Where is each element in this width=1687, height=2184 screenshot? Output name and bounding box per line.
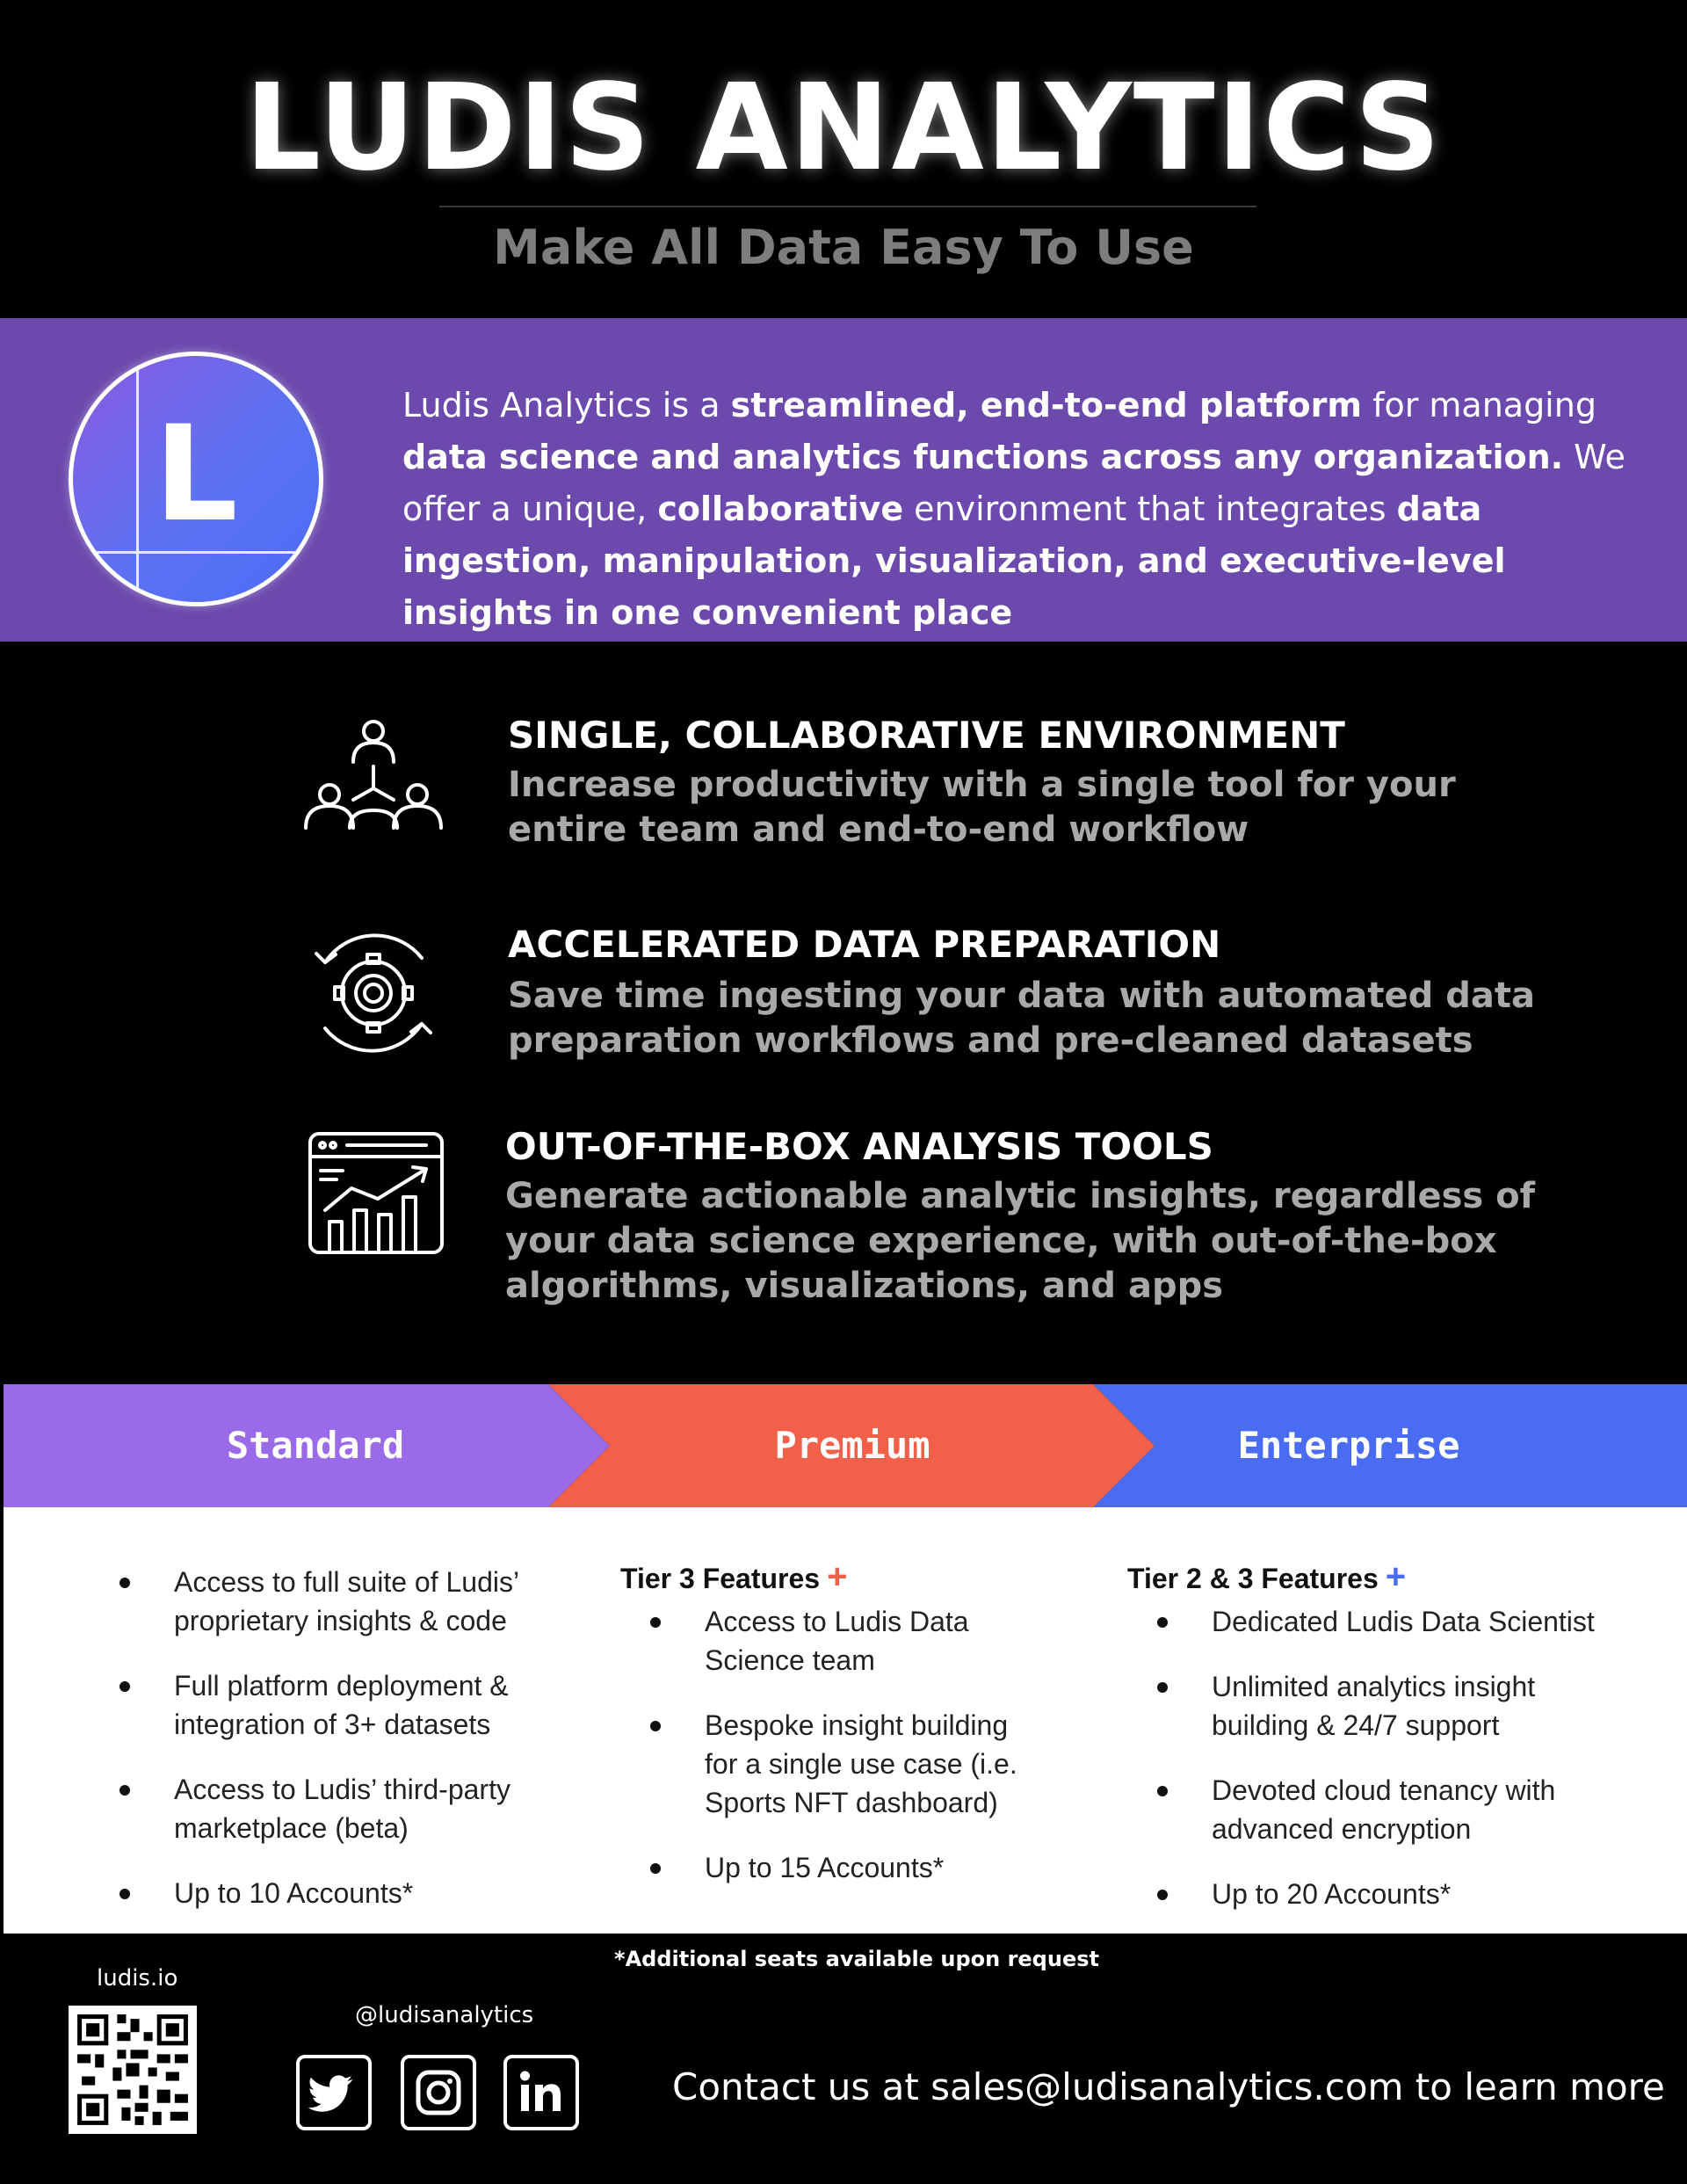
plus-icon: + — [827, 1557, 848, 1596]
plus-icon: + — [1385, 1557, 1407, 1596]
tier-label-enterprise: Enterprise — [1237, 1424, 1460, 1467]
list-item: Full platform deployment & integration of 3+ datasets — [174, 1666, 596, 1744]
list-item: Up to 15 Accounts* — [705, 1848, 1112, 1887]
premium-column — [620, 1557, 1112, 1913]
ludis-logo — [69, 352, 323, 606]
enterprise-column — [1127, 1557, 1654, 1940]
feature-title: ACCELERATED DATA PREPARATION — [508, 923, 1221, 966]
feature-desc: Generate actionable analytic insights, regardless of your data science experience, with out-of-the-box algorithms, visualizations, and apps — [505, 1176, 1536, 1306]
feature-desc: Save time ingesting your data with automated data preparation workflows and pre-cleaned datasets — [508, 976, 1535, 1061]
footnote: *Additional seats available upon request — [614, 1947, 1099, 1971]
intro-paragraph — [402, 380, 1633, 639]
intro-text-run: Ludis Analytics is a — [402, 386, 731, 424]
page-title: LUDIS ANALYTICS — [244, 59, 1443, 198]
list-item: Access to full suite of Ludis’ proprietary insights & code — [174, 1563, 596, 1640]
intro-text-run: We offer a unique, — [402, 438, 1625, 528]
list-item: Devoted cloud tenancy with advanced encryption — [1212, 1771, 1654, 1848]
list-item: Access to Ludis Data Science team — [705, 1602, 1112, 1680]
site-link[interactable]: ludis.io — [97, 1965, 178, 1992]
linkedin-icon[interactable] — [503, 2055, 579, 2130]
intro-text-run: environment that integrates — [903, 490, 1397, 528]
gear-cycle-icon — [299, 923, 448, 1063]
list-item: Up to 20 Accounts* — [1212, 1875, 1654, 1913]
analytics-dashboard-icon — [303, 1127, 453, 1267]
contact-line: Contact us at sales@ludisanalytics.com to learn more — [672, 2065, 1665, 2108]
qr-code-icon[interactable] — [69, 2006, 197, 2134]
instagram-icon[interactable] — [401, 2055, 476, 2130]
standard-column — [174, 1563, 596, 1939]
logo-letter: L — [154, 398, 238, 551]
social-handle[interactable]: @ludisanalytics — [355, 2002, 534, 2028]
title-divider — [439, 206, 1256, 207]
tier-heading: Tier 3 Features + — [620, 1557, 848, 1596]
intro-text-run: for managing — [1361, 386, 1596, 424]
list-item: Bespoke insight building for a single use case (i.e. Sports NFT dashboard) — [705, 1706, 1112, 1822]
page-subtitle: Make All Data Easy To Use — [493, 220, 1194, 275]
intro-emphasis: collaborative — [657, 490, 904, 528]
list-item: Up to 10 Accounts* — [174, 1874, 596, 1912]
intro-emphasis: data ingestion, manipulation, visualization, and executive-level insights in one convenient place — [402, 490, 1506, 632]
list-item: Unlimited analytics insight building & 24/7 support — [1212, 1667, 1654, 1745]
list-item: Dedicated Ludis Data Scientist — [1212, 1602, 1654, 1641]
feature-title: OUT-OF-THE-BOX ANALYSIS TOOLS — [505, 1125, 1213, 1168]
intro-emphasis: data science and analytics functions across any organization. — [402, 438, 1564, 476]
intro-emphasis: streamlined, end-to-end platform — [730, 386, 1362, 424]
tier-label-standard: Standard — [226, 1424, 405, 1467]
list-item: Access to Ludis’ third-party marketplace (beta) — [174, 1770, 596, 1847]
tier-label-premium: Premium — [774, 1424, 930, 1467]
feature-title: SINGLE, COLLABORATIVE ENVIRONMENT — [508, 714, 1345, 757]
team-network-icon — [299, 714, 448, 854]
twitter-icon[interactable] — [296, 2055, 372, 2130]
feature-desc: Increase productivity with a single tool for your entire team and end-to-end workflow — [508, 765, 1456, 850]
tier-heading: Tier 2 & 3 Features + — [1127, 1557, 1407, 1596]
